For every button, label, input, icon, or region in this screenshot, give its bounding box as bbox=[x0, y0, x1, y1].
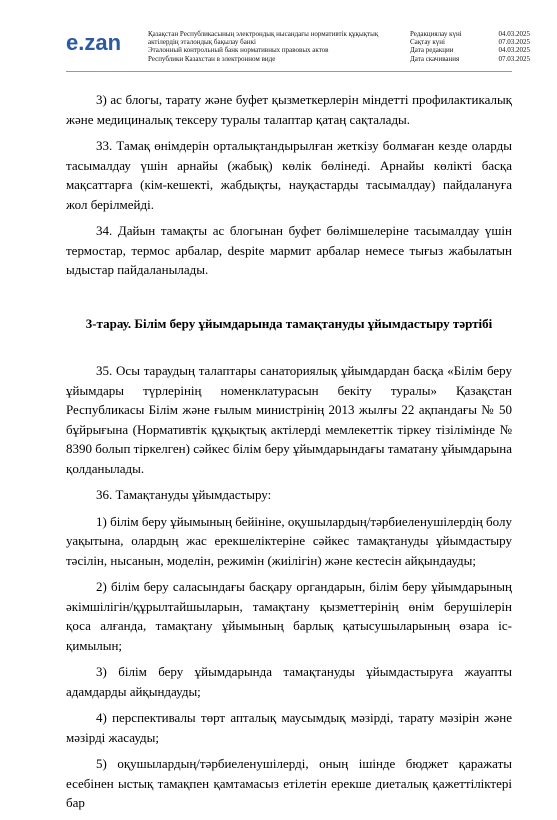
paragraph: 3) білім беру ұйымдарында тамақтануды ұйымдастыруға жауапты адамдарды айқындауды; bbox=[66, 664, 512, 699]
org-line: Қазақстан Республикасының электрондық нысандағы нормативтік құқықтық bbox=[148, 30, 379, 38]
paragraph: 33. Тамақ өнімдерін орталықтандырылған жеткізу болмаған кезде оларды тасымалдау үшін арнайы (жабық) көлік бөлінеді. Арнайы көлікті басқа мақсаттарға (кім-кешекті, жабдықты, науқастарды тасымалдау) пайдалануға жол берілмейді. bbox=[66, 138, 512, 212]
meta-row-save-date-kz bbox=[410, 38, 530, 46]
header-dates bbox=[410, 30, 530, 63]
header-divider bbox=[66, 71, 512, 72]
org-line: Эталонный контрольный банк нормативных правовых актов bbox=[148, 46, 329, 55]
document-body bbox=[66, 90, 512, 820]
org-line: актілердің эталондық бақылау банкі bbox=[148, 38, 256, 47]
paragraph: 34. Дайын тамақты ас блогынан буфет бөлімшелеріне тасымалдау үшін термостар, термос арбалар, despite мармит арбалар немесе тығыз жабылатын ыдыстар пайдаланылады. bbox=[66, 223, 512, 277]
header-org-text bbox=[148, 30, 388, 63]
meta-label: Редакциялау күні bbox=[410, 30, 462, 38]
meta-value: 07.03.2025 bbox=[498, 54, 530, 63]
meta-label: Сақтау күні bbox=[410, 38, 445, 47]
paragraph: 5) оқушылардың/тәрбиеленушілерді, оның ішінде бюджет қаражаты есебінен ыстық тамақпен қамтамасыз етілетін ерекше диеталық қажеттіліктері бар bbox=[66, 756, 512, 810]
meta-row-download-date-ru bbox=[410, 55, 530, 63]
paragraph: 4) перспективалы төрт апталық маусымдық мәзірді, тарату мәзірін және мәзірді жасауды; bbox=[66, 710, 512, 745]
paragraph: 36. Тамақтануды ұйымдастыру: bbox=[96, 487, 272, 502]
meta-row-edit-date-kz bbox=[410, 30, 530, 38]
document-header bbox=[0, 0, 557, 72]
paragraph: 35. Осы тараудың талаптары санаториялық ұйымдардан басқа «Білім беру ұйымдары түрлерінің номенклатурасын бекіту туралы» Қазақстан Республикасы Білім және ғылым министрінің 2013 жылғы 22 ақпандағы № 50 бұйрығына (Нормативтік құқықтық актілерді мемлекеттік тіркеу тізілімінде № 8390 болып тіркелген) сәйкес білім беру ұйымдарындағы таматану ұйымдарына қолданылады. bbox=[66, 363, 512, 476]
paragraph: 1) білім беру ұйымының бейініне, оқушылардың/тәрбиеленушілердің болу уақытына, олардың жас ерекшеліктеріне сәйкес тамақтануды ұйымдастыру тәсілін, нысанын, моделін, режимін (жиілігін) және кестесін айқындауды; bbox=[66, 513, 512, 568]
ezan-logo[interactable]: e.zan bbox=[66, 30, 122, 55]
chapter-heading: 3-тарау. Білім беру ұйымдарында тамақтануды ұйымдастыру тәртібі bbox=[85, 315, 493, 331]
paragraph: 3) ас блогы, тарату және буфет қызметкерлерін міндетті профилактикалық және медициналық тексеру туралы талаптар қатаң сақталады. bbox=[66, 92, 512, 127]
meta-value: 04.03.2025 bbox=[498, 46, 530, 55]
meta-label: Дата скачивания bbox=[410, 54, 460, 63]
meta-value: 07.03.2025 bbox=[498, 38, 530, 47]
meta-value: 04.03.2025 bbox=[498, 30, 530, 38]
org-line: Республики Казахстан в электронном виде bbox=[148, 54, 276, 63]
paragraph: 2) білім беру саласындағы басқару органдарын, білім беру ұйымдарының әкімшілігін/құрылтайшыларын, тамақтану қызметтерінің өнім берушілерін қоса алғанда, тамақтану ұйымының барлық қатысушыларының өзара іс-қимылын; bbox=[66, 579, 512, 653]
meta-label: Дата редакции bbox=[410, 46, 454, 55]
meta-row-edit-date-ru bbox=[410, 46, 530, 54]
